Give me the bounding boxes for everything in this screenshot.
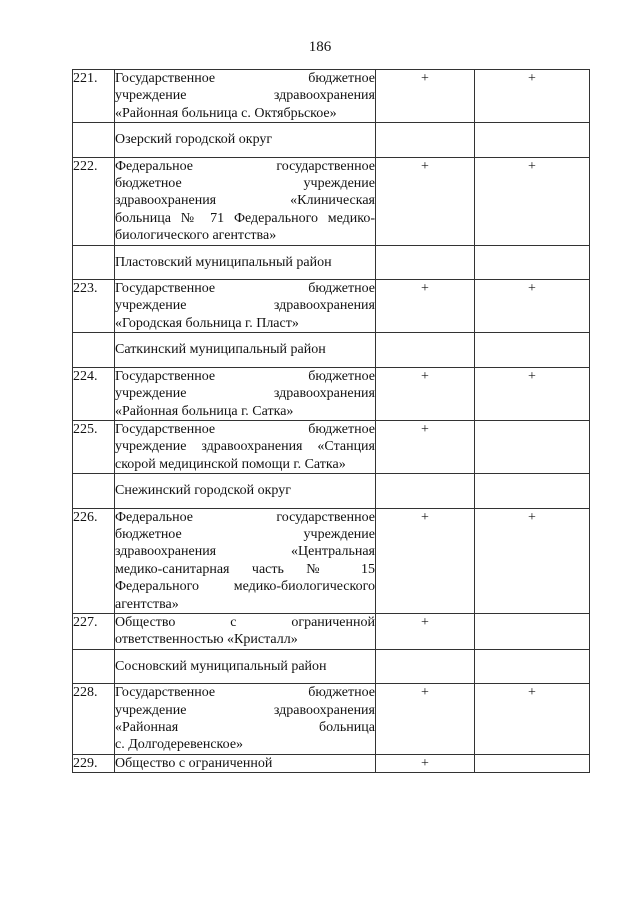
organization-name (115, 508, 376, 613)
row-number: 225. (73, 420, 115, 473)
organization-name-line: учреждение здравоохранения (115, 298, 375, 314)
organization-name-line: Федеральное государственное (115, 158, 375, 174)
section-label: Снежинский городской округ (115, 474, 376, 508)
table-body (73, 70, 590, 773)
table-row (73, 420, 590, 473)
organization-name (115, 367, 376, 420)
number-cell (73, 123, 115, 157)
mark-column-2 (475, 754, 590, 772)
number-cell (73, 245, 115, 279)
organization-name-line: ответственностью «Кристалл» (115, 632, 298, 648)
mark-column-1: + (376, 684, 475, 755)
mark-cell (376, 333, 475, 367)
organization-name-line: скорой медицинской помощи г. Сатка» (115, 456, 346, 472)
row-number: 229. (73, 754, 115, 772)
table-row (73, 367, 590, 420)
mark-column-1: + (376, 613, 475, 649)
organization-name-line: Государственное бюджетное (115, 281, 375, 297)
organization-name-line: Государственное бюджетное (115, 71, 375, 86)
section-row (73, 333, 590, 367)
organization-name (115, 70, 376, 123)
table-row (73, 684, 590, 755)
organization-name-line: Государственное бюджетное (115, 421, 375, 437)
organization-name-line: «Районная больница с. Октябрьское» (115, 105, 337, 121)
organization-name (115, 613, 376, 649)
mark-column-1: + (376, 508, 475, 613)
section-label: Озерский городской округ (115, 123, 376, 157)
number-cell (73, 474, 115, 508)
mark-cell (475, 474, 590, 508)
mark-column-1: + (376, 157, 475, 245)
row-number: 224. (73, 367, 115, 420)
table-row (73, 70, 590, 123)
mark-cell (475, 245, 590, 279)
organization-name (115, 280, 376, 333)
organization-name (115, 684, 376, 755)
section-row (73, 123, 590, 157)
mark-cell (475, 123, 590, 157)
number-cell (73, 649, 115, 683)
row-number: 221. (73, 70, 115, 123)
organization-name-line: Общество с ограниченной (115, 614, 375, 630)
section-row (73, 245, 590, 279)
organization-name-line: Федеральное государственное (115, 509, 375, 525)
section-label: Саткинский муниципальный район (115, 333, 376, 367)
organization-name-line: учреждение здравоохранения (115, 88, 375, 104)
organization-name (115, 420, 376, 473)
table-row (73, 754, 590, 772)
mark-cell (376, 474, 475, 508)
organization-name-line: биологического агентства» (115, 228, 277, 244)
mark-column-1: + (376, 70, 475, 123)
organization-name-line: «Городская больница г. Пласт» (115, 315, 299, 331)
organization-name-line: Государственное бюджетное (115, 685, 375, 701)
organization-name-line: «Районная больница (115, 720, 375, 735)
section-label: Сосновский муниципальный район (115, 649, 376, 683)
table-row (73, 613, 590, 649)
organization-name-line: здравоохранения «Клиническая (115, 193, 375, 209)
mark-column-2: + (475, 70, 590, 123)
organization-name-line: Общество с ограниченной (115, 755, 273, 771)
organization-name-line: здравоохранения «Центральная (115, 544, 375, 560)
mark-cell (475, 333, 590, 367)
organization-name-line: Государственное бюджетное (115, 368, 375, 384)
number-cell (73, 333, 115, 367)
mark-column-2: + (475, 508, 590, 613)
mark-column-1: + (376, 280, 475, 333)
mark-column-2 (475, 613, 590, 649)
section-label: Пластовский муниципальный район (115, 245, 376, 279)
mark-column-1: + (376, 367, 475, 420)
organization-name-line: больница № 71 Федерального медико- (115, 210, 375, 226)
organization-name-line: учреждение здравоохранения (115, 702, 375, 718)
organization-name-line: бюджетное учреждение (115, 176, 375, 192)
mark-cell (475, 649, 590, 683)
organizations-table (72, 69, 590, 773)
row-number: 226. (73, 508, 115, 613)
organization-name-line: учреждение здравоохранения (115, 386, 375, 402)
table-row (73, 508, 590, 613)
mark-column-2: + (475, 157, 590, 245)
page-number: 186 (308, 39, 332, 55)
mark-cell (376, 123, 475, 157)
mark-cell (376, 245, 475, 279)
organization-name-line: медико-санитарная часть № 15 (115, 561, 375, 577)
row-number: 227. (73, 613, 115, 649)
organization-name-line: учреждение здравоохранения «Станция (115, 439, 375, 455)
section-row (73, 474, 590, 508)
organization-name-line: Федерального медико-биологического (115, 579, 375, 595)
table-row (73, 280, 590, 333)
mark-column-2: + (475, 684, 590, 755)
row-number: 222. (73, 157, 115, 245)
mark-column-2: + (475, 367, 590, 420)
section-row (73, 649, 590, 683)
organization-name-line: «Районная больница г. Сатка» (115, 403, 294, 419)
mark-column-2: + (475, 280, 590, 333)
organization-name-line: агентства» (115, 596, 179, 612)
table-row (73, 157, 590, 245)
organization-name (115, 157, 376, 245)
organization-name (115, 754, 376, 772)
organization-name-line: с. Долгодеревенское» (115, 737, 244, 753)
mark-cell (376, 649, 475, 683)
organization-name-line: бюджетное учреждение (115, 526, 375, 542)
row-number: 223. (73, 280, 115, 333)
row-number: 228. (73, 684, 115, 755)
mark-column-1: + (376, 754, 475, 772)
mark-column-1: + (376, 420, 475, 473)
mark-column-2 (475, 420, 590, 473)
